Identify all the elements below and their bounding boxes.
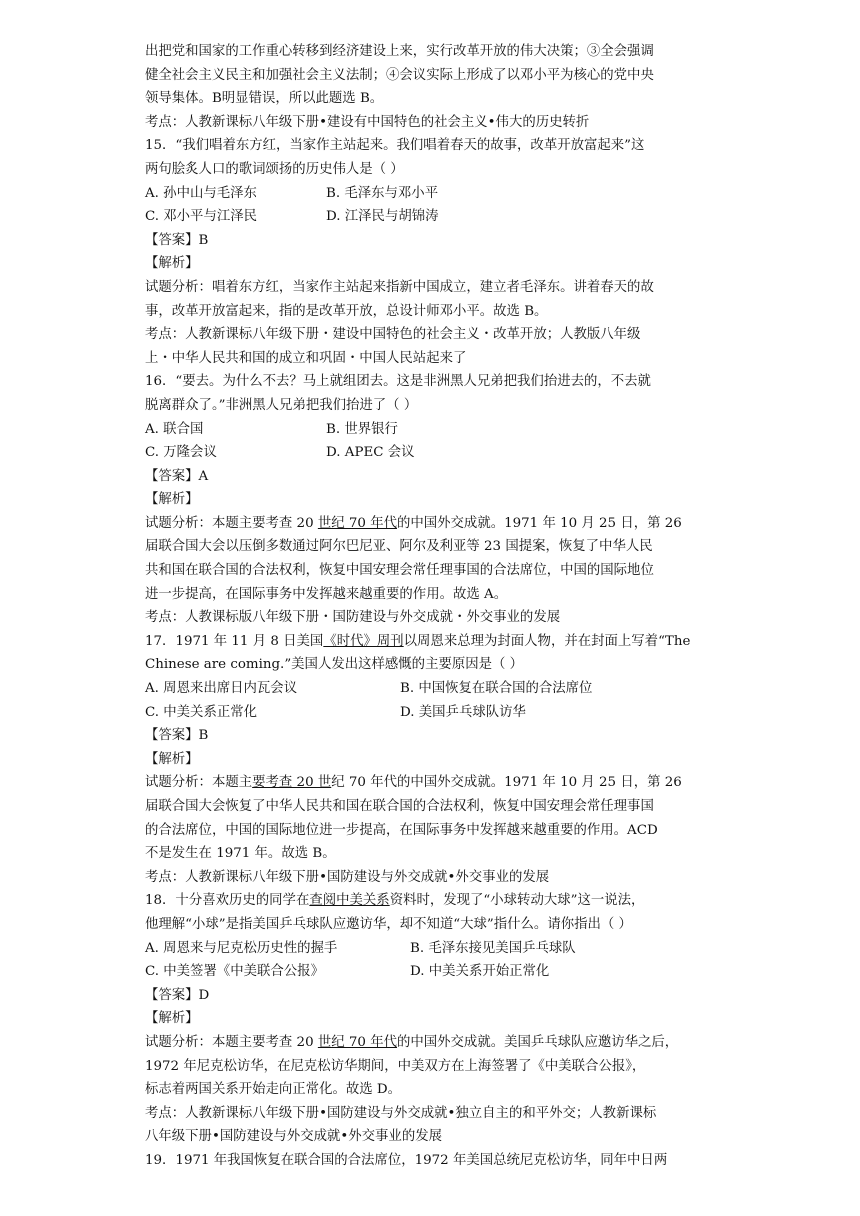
stem-part: 资料时，发现了“小球转动大球”这一说法， [389,893,645,909]
stem-part: 18．十分喜欢历史的同学在 [145,893,310,909]
analysis-text: 标志着两国关系开始走向正常化。故选 D。 [145,1082,402,1098]
option-b: B. 毛泽东接见美国乒乓球队 [410,940,576,956]
option-c: C. 中美关系正常化 [145,704,258,720]
question-15-options [145,182,725,206]
question-18-options [145,937,725,961]
analysis-text: 共和国在联合国的合法权利，恢复中国安理会常任理事国的合法席位，中国的国际地位 [145,563,654,579]
exam-point: 上・中华人民共和国的成立和巩固・中国人民站起来了 [145,350,467,366]
option-c: C. 邓小平与江泽民 [145,209,258,225]
analysis-text-part: 试题分析：本题主要考查 20 [145,515,318,531]
question-19-stem: 19．1971 年我国恢复在联合国的合法席位，1972 年美国总统尼克松访华，同年中日两 [145,1152,668,1168]
text-line: 领导集体。B明显错误，所以此题选 B。 [145,91,384,107]
answer-label: 【答案】A [145,468,209,484]
question-18-stem [145,889,725,913]
option-d: D. APEC 会议 [326,445,415,461]
analysis-text: 试题分析：唱着东方红，当家作主站起来指新中国成立，建立者毛泽东。讲着春天的故 [145,279,654,295]
exam-point: 考点：人教新课标八年级下册•建设有中国特色的社会主义•伟大的历史转折 [145,114,590,130]
answer-label: 【答案】B [145,232,209,248]
analysis-text-part: 纪 70 年代的中国外交成就。1971 年 10 月 25 日，第 26 [331,775,682,791]
underlined-text: 查阅中美关系 [309,893,390,909]
analysis-text [145,1031,725,1055]
question-18-options [145,960,725,984]
document-body [145,40,725,1173]
analysis-label: 【解析】 [145,1011,199,1027]
option-a: A. 周恩来与尼克松历史性的握手 [145,940,338,956]
analysis-text: 事，改革开放富起来，指的是改革开放，总设计师邓小平。故选 B。 [145,303,548,319]
underlined-text: 世纪 70 年代 [317,515,397,531]
analysis-text: 1972 年尼克松访华，在尼克松访华期间，中美双方在上海签署了《中美联合公报》， [145,1058,646,1074]
option-a: A. 孙中山与毛泽东 [145,185,257,201]
option-d: D. 江泽民与胡锦涛 [326,209,439,225]
exam-point: 考点：人教课标版八年级下册・国防建设与外交成就・外交事业的发展 [145,610,561,626]
text-line: 出把党和国家的工作重心转移到经济建设上来，实行改革开放的伟大决策；③全会强调 [145,44,654,59]
analysis-text [145,512,725,536]
answer-label: 【答案】D [145,987,210,1003]
answer-label: 【答案】B [145,728,209,744]
question-16-stem: 16．“要去。为什么不去？马上就组团去。这是非洲黑人兄弟把我们抬进去的，不去就 [145,374,651,390]
question-17-stem [145,630,725,654]
question-15-stem: 两句脍炙人口的歌词颂扬的历史伟人是（ ） [145,161,404,177]
question-18-stem: 他理解“小球”是指美国乒乓球队应邀访华，却不知道“大球”指什么。请你指出（ ） [145,916,632,932]
analysis-label: 【解析】 [145,492,199,508]
question-16-options [145,441,725,465]
analysis-text-part: 的中国外交成就。1971 年 10 月 25 日，第 26 [396,515,682,531]
option-b: B. 世界银行 [326,421,398,437]
option-b: B. 毛泽东与邓小平 [326,185,439,201]
question-17-options [145,701,725,725]
text-line: 健全社会主义民主和加强社会主义法制；④会议实际上形成了以邓小平为核心的党中央 [145,67,654,83]
option-c: C. 中美签署《中美联合公报》 [145,964,324,980]
analysis-text-part: 的中国外交成就。美国乒乓球队应邀访华之后， [396,1034,679,1050]
analysis-text: 的合法席位，中国的国际地位进一步提高，在国际事务中发挥越来越重要的作用。ACD [145,822,658,838]
analysis-text-part: 试题分析：本题主 [145,775,253,791]
underlined-text: 《时代》周刊 [323,633,404,649]
exam-point: 考点：人教新课标八年级下册・建设中国特色的社会主义・改革开放；人教版八年级 [145,327,641,343]
exam-point: 考点：人教新课标八年级下册•国防建设与外交成就•外交事业的发展 [145,869,550,885]
option-d: D. 中美关系开始正常化 [410,964,550,980]
option-b: B. 中国恢复在联合国的合法席位 [400,681,593,697]
question-15-stem: 15．“我们唱着东方红，当家作主站起来。我们唱着春天的故事，改革开放富起来”这 [145,138,645,154]
option-d: D. 美国乒乓球队访华 [400,704,526,720]
analysis-text: 届联合国大会恢复了中华人民共和国在联合国的合法权利，恢复中国安理会常任理事国 [145,799,654,814]
question-17-options [145,677,725,701]
stem-part: 17．1971 年 11 月 8 日美国 [145,633,324,649]
question-16-options [145,418,725,442]
analysis-text: 届联合国大会以压倒多数通过阿尔巴尼亚、阿尔及利亚等 23 国提案，恢复了中华人民 [145,539,653,555]
analysis-label: 【解析】 [145,256,199,272]
analysis-text-part: 试题分析：本题主要考查 20 [145,1034,318,1050]
analysis-label: 【解析】 [145,751,199,767]
option-c: C. 万隆会议 [145,445,217,461]
underlined-text: 要考查 20 世 [252,775,332,791]
underlined-text: 世纪 70 年代 [317,1034,397,1050]
exam-point: 八年级下册•国防建设与外交成就•外交事业的发展 [145,1129,442,1145]
analysis-text [145,771,725,795]
analysis-text: 不是发生在 1971 年。故选 B。 [145,846,336,862]
option-a: A. 周恩来出席日内瓦会议 [145,681,298,697]
question-16-stem: 脱离群众了。”非洲黑人兄弟把我们抬进了（ ） [145,397,418,413]
stem-part: 以周恩来总理为封面人物，并在封面上写着“The [403,633,691,649]
analysis-text: 进一步提高，在国际事务中发挥越来越重要的作用。故选 A。 [145,586,508,602]
exam-point: 考点：人教新课标八年级下册•国防建设与外交成就•独立自主的和平外交；人教新课标 [145,1105,657,1121]
option-a: A. 联合国 [145,421,204,437]
question-15-options [145,205,725,229]
question-17-stem: Chinese are coming.”美国人发出这样感慨的主要原因是（ ） [145,657,524,673]
